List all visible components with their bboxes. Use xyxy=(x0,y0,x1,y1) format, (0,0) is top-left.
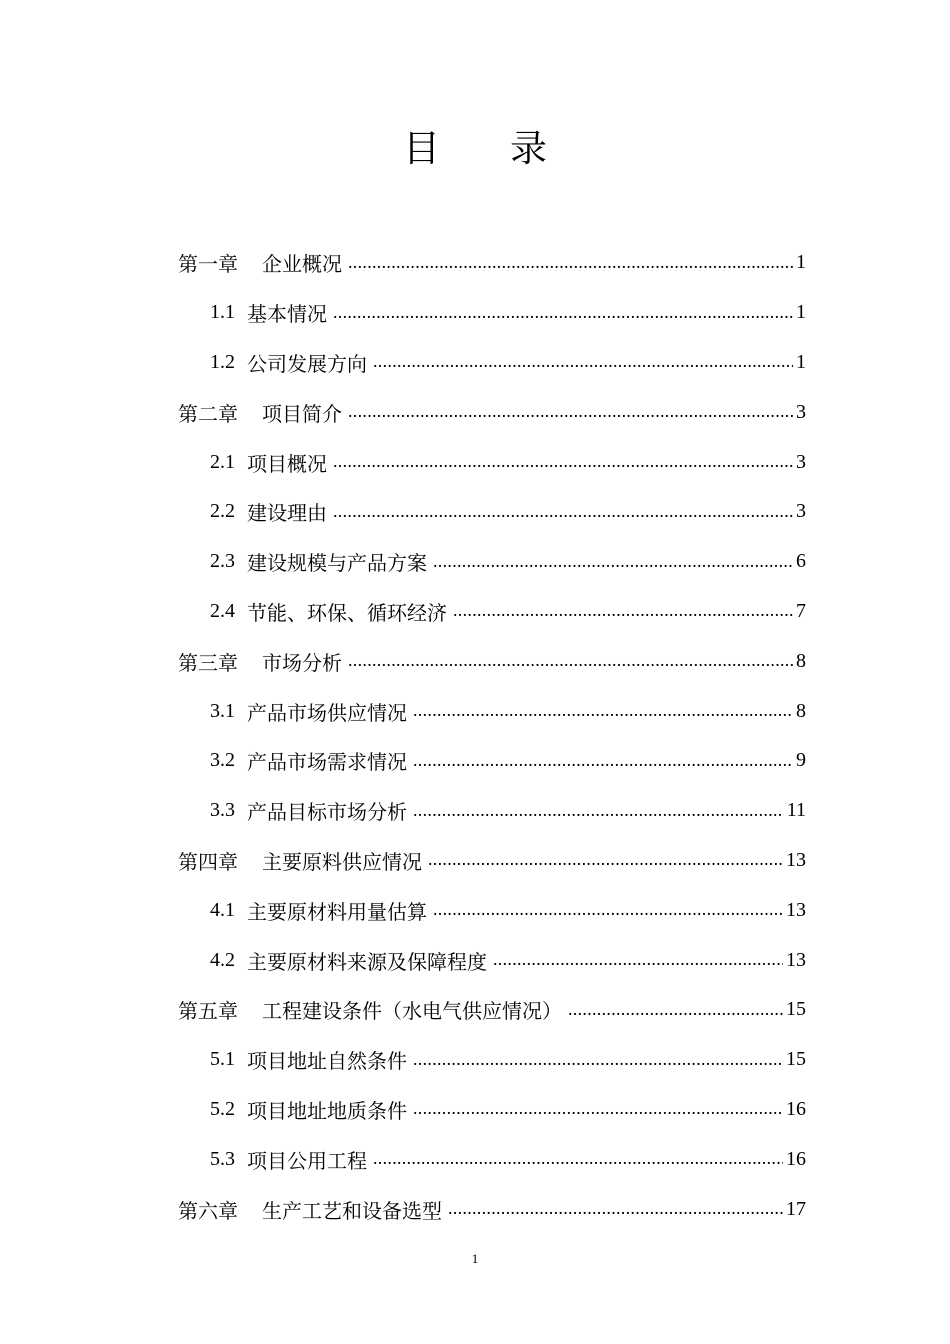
toc-entry-title: 主要原料供应情况 xyxy=(262,849,422,874)
toc-entry-page: 11 xyxy=(786,799,806,822)
toc-entry-number: 5.2 xyxy=(210,1097,235,1120)
toc-entry-page: 8 xyxy=(796,699,806,722)
toc-entry-title: 项目概况 xyxy=(247,451,327,476)
toc-entry-number: 4.1 xyxy=(210,898,235,921)
toc-entry-number: 第三章 xyxy=(178,652,238,675)
toc-entry-title: 节能、环保、循环经济 xyxy=(247,600,447,625)
toc-entry-page: 13 xyxy=(786,898,806,921)
page-title xyxy=(0,124,950,174)
toc-chapter-entry[interactable] xyxy=(178,387,806,437)
toc-entry-number: 第二章 xyxy=(178,403,238,426)
toc-section-entry[interactable] xyxy=(178,487,806,537)
toc-dot-leader xyxy=(453,599,793,623)
page-number: 1 xyxy=(471,1251,479,1266)
toc-dot-leader xyxy=(433,898,783,922)
toc-section-entry[interactable] xyxy=(178,338,806,388)
toc-dot-leader xyxy=(413,1048,783,1072)
toc-entry-number: 1.1 xyxy=(210,301,235,324)
toc-entry-page: 15 xyxy=(786,1048,806,1071)
toc-dot-leader xyxy=(568,998,783,1022)
toc-entry-page: 6 xyxy=(796,550,806,573)
toc-chapter-entry[interactable] xyxy=(178,1184,806,1234)
page-title-char-2: 录 xyxy=(510,127,547,170)
toc-entry-number: 2.3 xyxy=(210,550,235,573)
toc-entry-title: 企业概况 xyxy=(262,252,342,277)
toc-entry-number: 5.1 xyxy=(210,1048,235,1071)
toc-dot-leader xyxy=(493,948,783,972)
toc-entry-number: 5.3 xyxy=(210,1147,235,1170)
toc-entry-title: 主要原材料来源及保障程度 xyxy=(247,949,487,974)
toc-section-entry[interactable] xyxy=(178,537,806,587)
toc-section-entry[interactable] xyxy=(178,885,806,935)
toc-entry-title: 生产工艺和设备选型 xyxy=(262,1198,442,1223)
toc-entry-title: 产品市场需求情况 xyxy=(247,750,407,775)
toc-entry-page: 1 xyxy=(796,350,806,373)
toc-entry-page: 3 xyxy=(796,450,806,473)
page-title-char-1: 目 xyxy=(403,127,440,170)
toc-entry-title: 市场分析 xyxy=(262,650,342,675)
toc-entry-page: 13 xyxy=(786,948,806,971)
toc-entry-title: 建设理由 xyxy=(247,501,327,526)
toc-section-entry[interactable] xyxy=(178,786,806,836)
toc-dot-leader xyxy=(333,500,793,524)
toc-chapter-entry[interactable] xyxy=(178,636,806,686)
toc-entry-page: 9 xyxy=(796,749,806,772)
toc-section-entry[interactable] xyxy=(178,587,806,637)
toc-entry-number: 第四章 xyxy=(178,851,238,874)
toc-dot-leader xyxy=(373,350,793,374)
toc-entry-number: 2.1 xyxy=(210,450,235,473)
toc-dot-leader xyxy=(413,799,784,823)
toc-entry-title: 项目地址地质条件 xyxy=(247,1098,407,1123)
toc-chapter-entry[interactable] xyxy=(178,238,806,288)
toc-entry-page: 8 xyxy=(796,649,806,672)
toc-entry-title: 项目公用工程 xyxy=(247,1148,367,1173)
toc-entry-number: 3.2 xyxy=(210,749,235,772)
toc-dot-leader xyxy=(348,649,793,673)
toc-entry-page: 15 xyxy=(786,998,806,1021)
toc-chapter-entry[interactable] xyxy=(178,836,806,886)
toc-entry-number: 2.4 xyxy=(210,599,235,622)
table-of-contents xyxy=(178,238,806,1234)
toc-entry-number: 第五章 xyxy=(178,1001,238,1024)
toc-dot-leader xyxy=(373,1147,783,1171)
toc-entry-title: 项目简介 xyxy=(262,401,342,426)
toc-entry-page: 1 xyxy=(796,251,806,274)
toc-section-entry[interactable] xyxy=(178,686,806,736)
toc-entry-title: 公司发展方向 xyxy=(247,351,367,376)
toc-entry-number: 4.2 xyxy=(210,948,235,971)
toc-dot-leader xyxy=(333,450,793,474)
toc-section-entry[interactable] xyxy=(178,1035,806,1085)
toc-dot-leader xyxy=(413,1097,783,1121)
toc-entry-page: 3 xyxy=(796,500,806,523)
toc-section-entry[interactable] xyxy=(178,288,806,338)
toc-entry-title: 项目地址自然条件 xyxy=(247,1049,407,1074)
toc-entry-page: 7 xyxy=(796,599,806,622)
toc-dot-leader xyxy=(413,699,793,723)
toc-section-entry[interactable] xyxy=(178,736,806,786)
toc-entry-page: 13 xyxy=(786,848,806,871)
toc-entry-page: 3 xyxy=(796,400,806,423)
toc-entry-title: 基本情况 xyxy=(247,302,327,327)
toc-entry-title: 建设规模与产品方案 xyxy=(247,551,427,576)
toc-section-entry[interactable] xyxy=(178,437,806,487)
toc-entry-page: 1 xyxy=(796,301,806,324)
toc-dot-leader xyxy=(428,848,783,872)
toc-dot-leader xyxy=(348,400,793,424)
toc-dot-leader xyxy=(448,1197,783,1221)
toc-entry-page: 17 xyxy=(786,1197,806,1220)
toc-dot-leader xyxy=(413,749,793,773)
toc-dot-leader xyxy=(333,301,793,325)
toc-entry-title: 产品市场供应情况 xyxy=(247,700,407,725)
toc-entry-page: 16 xyxy=(786,1097,806,1120)
toc-entry-title: 产品目标市场分析 xyxy=(247,800,407,825)
toc-section-entry[interactable] xyxy=(178,1134,806,1184)
toc-entry-number: 第六章 xyxy=(178,1200,238,1223)
toc-entry-number: 3.3 xyxy=(210,799,235,822)
toc-entry-title: 主要原材料用量估算 xyxy=(247,899,427,924)
toc-chapter-entry[interactable] xyxy=(178,985,806,1035)
toc-dot-leader xyxy=(433,550,793,574)
toc-section-entry[interactable] xyxy=(178,1085,806,1135)
toc-entry-number: 第一章 xyxy=(178,254,238,277)
toc-entry-number: 2.2 xyxy=(210,500,235,523)
toc-section-entry[interactable] xyxy=(178,935,806,985)
toc-entry-number: 3.1 xyxy=(210,699,235,722)
toc-entry-number: 1.2 xyxy=(210,350,235,373)
toc-dot-leader xyxy=(348,251,793,275)
toc-entry-page: 16 xyxy=(786,1147,806,1170)
toc-entry-title: 工程建设条件（水电气供应情况） xyxy=(262,999,562,1024)
